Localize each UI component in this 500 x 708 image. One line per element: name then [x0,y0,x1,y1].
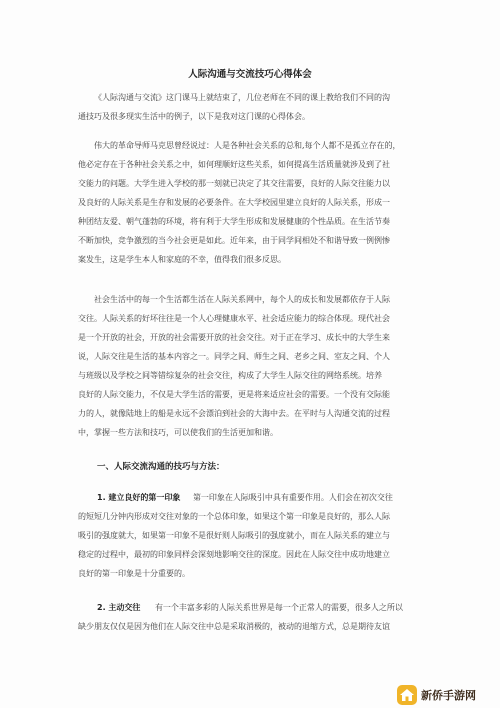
text-line: 第一印象在人际吸引中具有重要作用。人们会在初次交往 [192,493,393,502]
text-line: 吸引的强度就大，如果第一印象不是很好则人际吸引的强度就小，而在人际关系的建立与 [78,531,390,540]
subsection-paragraph [78,598,426,636]
text-line: 力的人，就像陆地上的船是永远不会漂泊到社会的大海中去。在平时与人沟通交流的过程 [78,409,390,418]
text-line: 交往。人际关系的好坏往往是一个人心理健康水平、社会适应能力的综合体现。现代社会 [78,314,390,323]
text-line: 稳定的过程中，最初的印象同样会深刻地影响交往的深度。因此在人际交往中成功地建立 [78,550,390,559]
watermark-text: 新侨手游网 [421,689,476,702]
body-paragraph [78,290,426,442]
site-watermark [396,684,496,706]
text-line: 缺少朋友仅仅是因为他们在人际交往中总是采取消极的，被动的退缩方式，总是期待友谊 [78,622,390,631]
text-line: 是一个开放的社会，开放的社会需要开放的社会交往。对于正在学习、成长中的大学生来 [78,333,390,342]
text-line: 有一个丰富多彩的人际关系世界是每一个正常人的需要，很多人之所以 [154,603,403,612]
text-line: 中，掌握一些方法和技巧，可以使我们的生活更加和谐。 [78,428,278,437]
subsection-paragraph [78,488,426,583]
text-line: 的短短几分钟内形成对交往对象的一个总体印象，如果这个第一印象是良好的，那么人际 [78,512,390,521]
text-line: 交能力的问题。大学生进入学校的那一刻就已决定了其交往需要，良好的人际交往能力以 [78,179,390,188]
text-line: 不断加快，竞争激烈的当今社会更是如此。近年来，由于同学间相处不和谐导致一例例惨 [78,236,390,245]
intro-paragraph [78,88,426,126]
text-line: 案发生，这是学生本人和家庭的不幸，值得我们很多反思。 [78,255,286,264]
text-line: 种团结友爱、朝气蓬勃的环境，将有利于大学生形成和发展健康的个性品质。在生活节奏 [78,217,390,226]
text-line: 通技巧及很多现实生活中的例子，以下是我对这门课的心得体会。 [78,112,310,121]
section-heading: 一、人际交流沟通的技巧与方法： [97,462,225,472]
text-line: 社会生活中的每一个生活都生活在人际关系网中，每个人的成长和发展都依存于人际 [94,295,390,304]
text-line: 伟大的革命导师马克思曾经说过：人是各种社会关系的总和,每个人都不是孤立存在的， [94,141,401,150]
text-line: 及良好的人际关系是生存和发展的必要条件。在大学校园里建立良好的人际关系，形成一 [78,198,390,207]
text-line: 与班级以及学校之间等错综复杂的社会交往，构成了大学生人际交往的网络系统。培养 [78,371,382,380]
text-line: 良好的第一印象是十分重要的。 [78,569,190,578]
house-logo-icon [396,684,418,706]
subsection-label: 2. 主动交往 [97,603,141,612]
text-line: 说，人际交往是生活的基本内容之一。同学之间、师生之间、老乡之间、室友之间、个人 [78,352,390,361]
text-line: 《人际沟通与交流》这门课马上就结束了，几位老师在不同的课上教给我们不同的沟 [94,93,390,102]
text-line: 良好的人际交能力，不仅是大学生活的需要，更是将来适应社会的需要。一个没有交际能 [78,390,390,399]
document-title: 人际沟通与交流技巧心得体会 [188,69,312,80]
subsection-label: 1. 建立良好的第一印象 [97,493,181,502]
text-line: 他必定存在于各种社会关系之中，如何理顺好这些关系，如何提高生活质量就涉及到了社 [78,160,390,169]
body-paragraph [78,136,426,269]
